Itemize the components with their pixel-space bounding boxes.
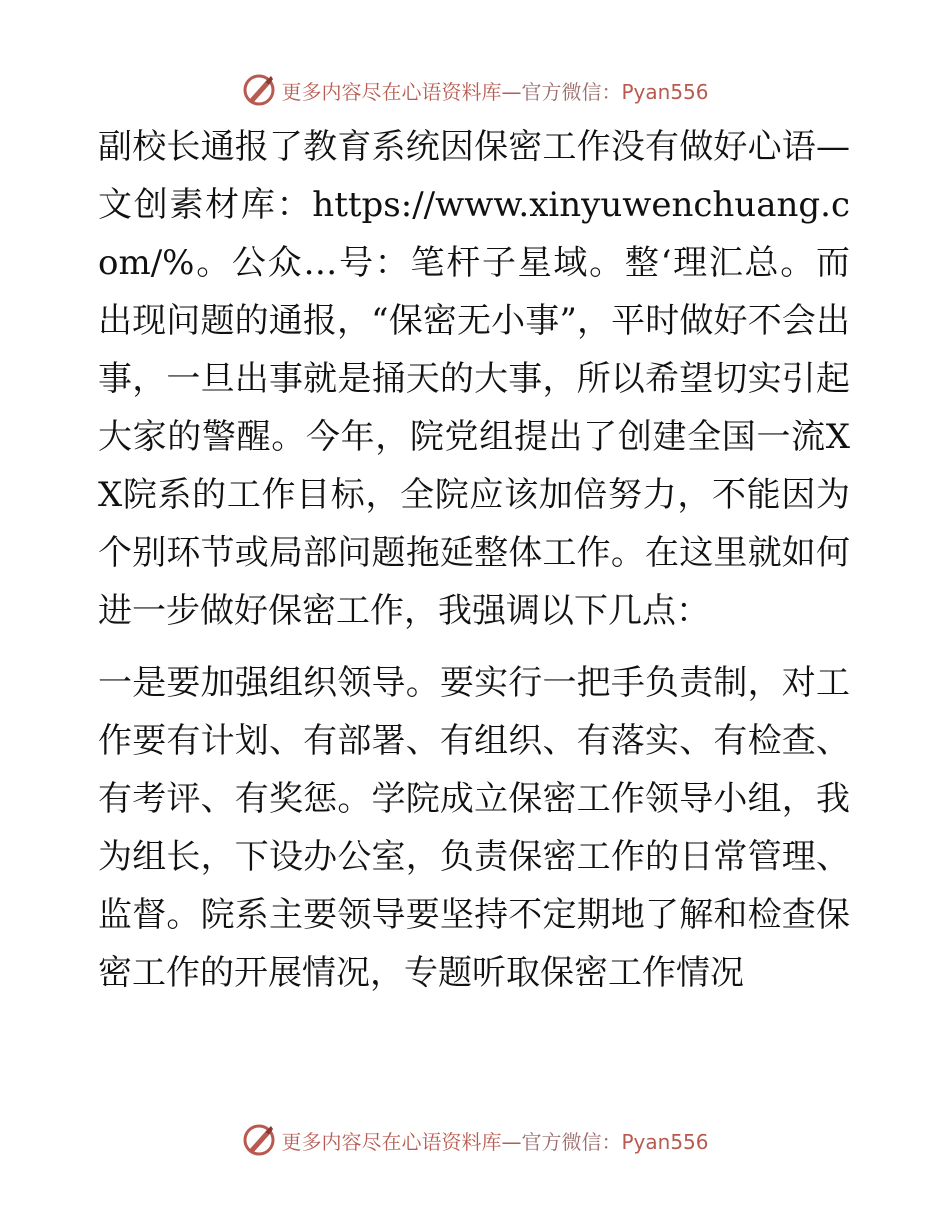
header-account: Pyan556 [621,79,709,104]
header-wechat-label: 官方微信： [521,79,622,104]
paragraph-2: 一是要加强组织领导。要实行一把手负责制，对工作要有计划、有部署、有组织、有落实、有检查、有考评、有奖惩。学院成立保密工作领导小组，我为组长，下设办公室，负责保密工作的日常管理、监督。院系主要领导要坚持不定期地了解和检查保密工作的开展情况，专题听取保密工作情况 [98,663,850,993]
pen-logo-icon [241,72,277,108]
paragraph-1: 副校长通报了教育系统因保密工作没有做好心语—文创素材库：https://www.xinyuwenchuang.com/%。公众…号：笔杆子星域。整‘理汇总。而出现问题的通报，“保密无小事”，平时做好不会出事，一旦出事就是捅天的大事，所以希望切实引起大家的警醒。今年，院党组提出了创建全国一流XX院系的工作目标，全院应该加倍努力，不能因为个别环节或局部问题拖延整体工作。在这里就如何进一步做好保密工作，我强调以下几点： [98,127,850,631]
header-banner [0,70,950,110]
pen-logo-icon [241,1122,277,1158]
footer-banner [0,1120,950,1160]
footer-separator: — [501,1129,522,1154]
header-brand-text: 更多内容尽在心语资料库 [281,79,502,104]
header-separator: — [501,79,522,104]
footer-wechat-label: 官方微信： [521,1129,622,1154]
document-body [98,118,850,1002]
footer-brand-text: 更多内容尽在心语资料库 [281,1129,502,1154]
footer-account: Pyan556 [621,1129,709,1154]
